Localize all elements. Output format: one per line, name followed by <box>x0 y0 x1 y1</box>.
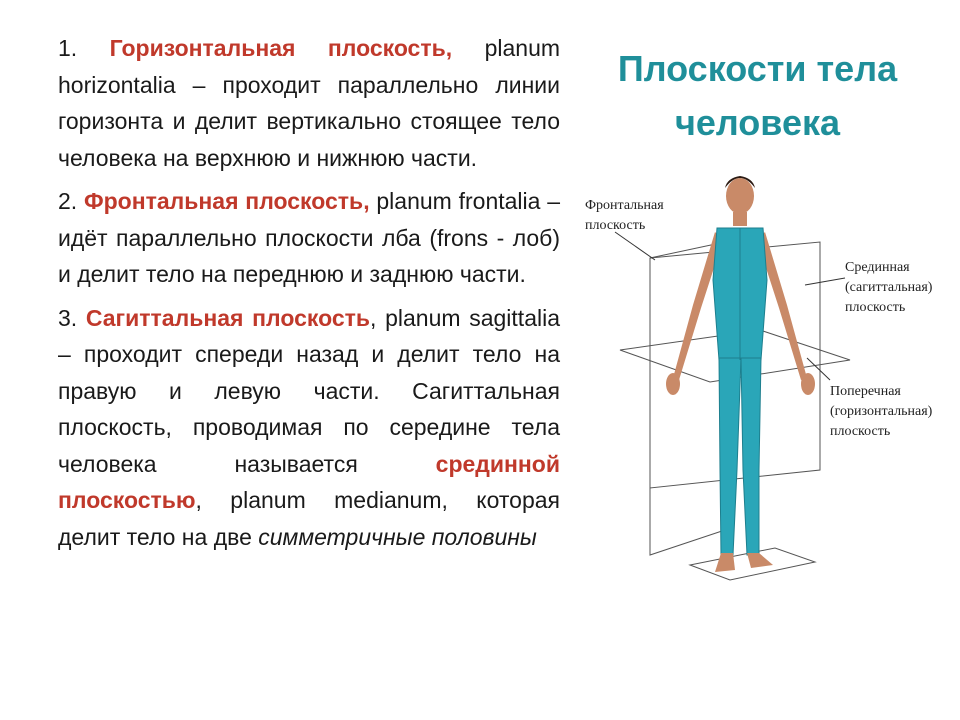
slide-title-line2: человека <box>674 102 841 143</box>
term-frontal: Фронтальная плоскость, <box>83 188 370 214</box>
term-horizontal: Горизонтальная плоскость, <box>109 35 453 61</box>
label-transverse-plane: Поперечная (горизонтальная) плоскость <box>830 384 933 439</box>
term-comma: , <box>370 304 377 331</box>
definition-item-sagittal <box>58 300 560 556</box>
definition-text-cont: , planum medianum, которая делит тело на две <box>58 487 560 550</box>
definition-text-italic: симметричные половины <box>258 523 537 550</box>
definition-item-horizontal <box>58 30 560 176</box>
pointer-frontal <box>615 232 655 260</box>
definition-item-frontal <box>58 183 560 293</box>
item-number: 1. <box>58 35 78 61</box>
slide-title-line1: Плоскости тела <box>617 48 898 89</box>
definition-text: planum sagittalia – проходит спереди назад и делит тело на правую и левую части. Сагиттальная плоскость, проводимая по середине тела человека называется <box>58 304 561 477</box>
term-median: срединной плоскостью <box>58 450 560 513</box>
body-planes-figure <box>575 170 960 590</box>
slide-title <box>580 42 935 150</box>
definition-text: planum horizontalia – проходит параллельно линии горизонта и делит вертикально стоящее тело человека на верхнюю и нижнюю части. <box>58 35 561 171</box>
item-number: 2. <box>58 188 78 214</box>
label-median-plane: Срединная (сагиттальная) плоскость <box>845 260 933 315</box>
definitions-list <box>58 30 560 562</box>
item-number: 3. <box>58 304 78 331</box>
label-frontal-plane: Фронтальная плоскость <box>585 198 664 233</box>
definition-text: planum frontalia – идёт параллельно плоскости лба (frons - лоб) и делит тело на переднюю и заднюю части. <box>58 188 561 287</box>
term-sagittal: Сагиттальная плоскость <box>85 304 371 331</box>
pointer-median <box>805 278 845 285</box>
